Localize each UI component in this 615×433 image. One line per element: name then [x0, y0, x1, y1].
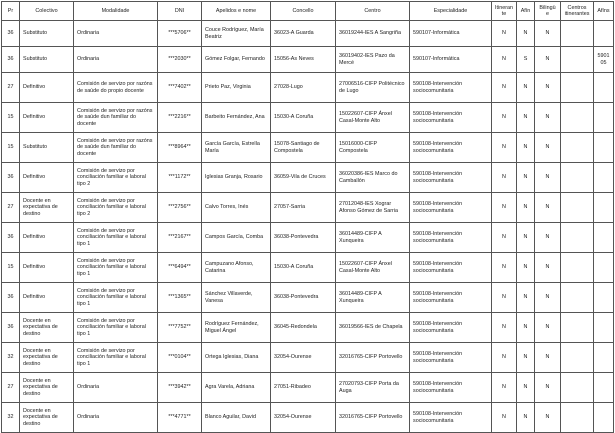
cell-afins — [594, 73, 614, 103]
cell-especialidade: 590108-Intervención sociocomunitaria — [410, 253, 492, 283]
cell-colectivo: Docente en expectativa de destino — [20, 373, 74, 403]
cell-centros-itinerantes — [561, 403, 594, 433]
cell-afin: N — [517, 21, 535, 47]
cell-afin: N — [517, 133, 535, 163]
cell-colectivo: Substituto — [20, 21, 74, 47]
cell-concello: 27057-Sarria — [271, 193, 336, 223]
cell-afins — [594, 133, 614, 163]
cell-afins — [594, 193, 614, 223]
cell-concello: 36023-A Guarda — [271, 21, 336, 47]
header-bilingue: Bilingüe — [535, 2, 561, 21]
cell-concello: 32054-Ourense — [271, 403, 336, 433]
cell-centros-itinerantes — [561, 373, 594, 403]
cell-dni: ***6494** — [158, 253, 202, 283]
cell-afins — [594, 21, 614, 47]
cell-pr: 27 — [2, 193, 20, 223]
cell-especialidade: 590108-Intervención sociocomunitaria — [410, 73, 492, 103]
cell-bilingue: N — [535, 223, 561, 253]
cell-itinerante: N — [492, 163, 517, 193]
cell-centros-itinerantes — [561, 223, 594, 253]
cell-especialidade: 590108-Intervención sociocomunitaria — [410, 373, 492, 403]
cell-modalidade: Comisión de servizo por conciliación familiar e laboral tipo 1 — [74, 253, 158, 283]
table-row — [2, 373, 614, 403]
cell-pr: 36 — [2, 47, 20, 73]
cell-apelidos-nome: Sánchez Villaverde, Vanesa — [202, 283, 271, 313]
cell-afins — [594, 313, 614, 343]
cell-centros-itinerantes — [561, 193, 594, 223]
cell-dni: ***0104** — [158, 343, 202, 373]
cell-afins — [594, 343, 614, 373]
cell-dni: ***2756** — [158, 193, 202, 223]
header-centros-itinerantes: Centros itinerantes — [561, 2, 594, 21]
cell-modalidade: Comisión de servizo por conciliación familiar e laboral tipo 1 — [74, 313, 158, 343]
cell-modalidade: Comisión de servizo por conciliación familiar e laboral tipo 1 — [74, 223, 158, 253]
cell-apelidos-nome: Rodríguez Fernández, Miguel Ángel — [202, 313, 271, 343]
cell-dni: ***8964** — [158, 133, 202, 163]
table-row — [2, 343, 614, 373]
cell-afins — [594, 163, 614, 193]
cell-modalidade: Comisión de servizo por razóns de saúde dun familiar do docente — [74, 133, 158, 163]
header-colectivo: Colectivo — [20, 2, 74, 21]
header-dni: DNI — [158, 2, 202, 21]
cell-bilingue: N — [535, 373, 561, 403]
table-row — [2, 103, 614, 133]
cell-dni: ***2167** — [158, 223, 202, 253]
cell-especialidade: 590108-Intervención sociocomunitaria — [410, 163, 492, 193]
cell-dni: ***5706** — [158, 21, 202, 47]
cell-concello: 36059-Vila de Cruces — [271, 163, 336, 193]
cell-colectivo: Definitivo — [20, 223, 74, 253]
cell-afins — [594, 103, 614, 133]
cell-afin: S — [517, 47, 535, 73]
cell-especialidade: 590108-Intervención sociocomunitaria — [410, 223, 492, 253]
cell-centro: 36019244-IES A Sangriña — [336, 21, 410, 47]
cell-itinerante: N — [492, 21, 517, 47]
cell-bilingue: N — [535, 253, 561, 283]
cell-dni: ***7752** — [158, 313, 202, 343]
cell-especialidade: 590108-Intervención sociocomunitaria — [410, 103, 492, 133]
cell-pr: 36 — [2, 163, 20, 193]
table-row — [2, 223, 614, 253]
cell-afin: N — [517, 163, 535, 193]
document-page — [1, 1, 614, 433]
cell-centros-itinerantes — [561, 283, 594, 313]
cell-centro: 36020386-IES Marco do Camballón — [336, 163, 410, 193]
cell-dni: ***2216** — [158, 103, 202, 133]
cell-centro: 32016765-CIFP Portovello — [336, 403, 410, 433]
header-itinerante: Itinerante — [492, 2, 517, 21]
cell-concello: 15056-As Neves — [271, 47, 336, 73]
header-modalidade: Modalidade — [74, 2, 158, 21]
cell-bilingue: N — [535, 133, 561, 163]
cell-apelidos-nome: Campuzano Afonso, Catarina — [202, 253, 271, 283]
cell-centro: 32016765-CIFP Portovello — [336, 343, 410, 373]
cell-especialidade: 590108-Intervención sociocomunitaria — [410, 313, 492, 343]
cell-colectivo: Docente en expectativa de destino — [20, 313, 74, 343]
cell-modalidade: Comisión de servizo por razóns de saúde dun familiar do docente — [74, 103, 158, 133]
cell-apelidos-nome: Prieto Paz, Virginia — [202, 73, 271, 103]
header-concello: Concello — [271, 2, 336, 21]
cell-itinerante: N — [492, 373, 517, 403]
cell-modalidade: Ordinaria — [74, 47, 158, 73]
cell-dni: ***7402** — [158, 73, 202, 103]
cell-concello: 15030-A Coruña — [271, 103, 336, 133]
cell-colectivo: Definitivo — [20, 73, 74, 103]
cell-especialidade: 590107-Informática — [410, 21, 492, 47]
cell-pr: 36 — [2, 283, 20, 313]
cell-itinerante: N — [492, 283, 517, 313]
cell-centros-itinerantes — [561, 163, 594, 193]
cell-concello: 27028-Lugo — [271, 73, 336, 103]
cell-afin: N — [517, 73, 535, 103]
cell-itinerante: N — [492, 223, 517, 253]
cell-afins — [594, 253, 614, 283]
cell-afin: N — [517, 403, 535, 433]
cell-apelidos-nome: Agra Varela, Adriana — [202, 373, 271, 403]
cell-dni: ***2030** — [158, 47, 202, 73]
cell-modalidade: Ordinaria — [74, 403, 158, 433]
table-row — [2, 403, 614, 433]
cell-dni: ***4771** — [158, 403, 202, 433]
cell-especialidade: 590108-Intervención sociocomunitaria — [410, 283, 492, 313]
cell-itinerante: N — [492, 47, 517, 73]
cell-centro: 15022607-CIFP Ánxel Casal-Monte Alto — [336, 103, 410, 133]
cell-bilingue: N — [535, 163, 561, 193]
header-row — [2, 2, 614, 21]
cell-concello: 36038-Pontevedra — [271, 223, 336, 253]
cell-especialidade: 590108-Intervención sociocomunitaria — [410, 133, 492, 163]
cell-afin: N — [517, 373, 535, 403]
cell-modalidade: Comisión de servizo por conciliación familiar e laboral tipo 1 — [74, 283, 158, 313]
table-row — [2, 21, 614, 47]
cell-afin: N — [517, 283, 535, 313]
cell-pr: 27 — [2, 373, 20, 403]
cell-bilingue: N — [535, 21, 561, 47]
cell-centro: 36019402-IES Pazo da Mercé — [336, 47, 410, 73]
cell-bilingue: N — [535, 47, 561, 73]
cell-concello: 15078-Santiago de Compostela — [271, 133, 336, 163]
cell-centros-itinerantes — [561, 343, 594, 373]
cell-apelidos-nome: Iglesias Granja, Rosario — [202, 163, 271, 193]
cell-apelidos-nome: García García, Estrella María — [202, 133, 271, 163]
cell-afins — [594, 223, 614, 253]
cell-afins — [594, 283, 614, 313]
header-apelidos-nome: Apelidos e nome — [202, 2, 271, 21]
cell-bilingue: N — [535, 73, 561, 103]
cell-afin: N — [517, 313, 535, 343]
cell-bilingue: N — [535, 313, 561, 343]
cell-pr: 32 — [2, 403, 20, 433]
cell-centro: 15016000-CIFP Compostela — [336, 133, 410, 163]
cell-colectivo: Substituto — [20, 133, 74, 163]
cell-concello: 36038-Pontevedra — [271, 283, 336, 313]
cell-pr: 15 — [2, 133, 20, 163]
cell-centro: 27012048-IES Xograr Afonso Gómez de Sarria — [336, 193, 410, 223]
assignments-table — [1, 1, 614, 433]
cell-afins — [594, 373, 614, 403]
cell-concello: 27051-Ribadeo — [271, 373, 336, 403]
cell-modalidade: Comisión de servizo por conciliación familiar e laboral tipo 2 — [74, 193, 158, 223]
header-afins: Afíns — [594, 2, 614, 21]
table-row — [2, 193, 614, 223]
table-row — [2, 313, 614, 343]
cell-itinerante: N — [492, 253, 517, 283]
cell-centros-itinerantes — [561, 313, 594, 343]
cell-modalidade: Ordinaria — [74, 373, 158, 403]
cell-itinerante: N — [492, 313, 517, 343]
cell-pr: 36 — [2, 223, 20, 253]
cell-especialidade: 590107-Informática — [410, 47, 492, 73]
cell-bilingue: N — [535, 103, 561, 133]
cell-apelidos-nome: Calvo Torres, Inés — [202, 193, 271, 223]
cell-itinerante: N — [492, 343, 517, 373]
cell-bilingue: N — [535, 403, 561, 433]
cell-apelidos-nome: Blanco Aguilar, David — [202, 403, 271, 433]
cell-afin: N — [517, 103, 535, 133]
cell-afins: 590105 — [594, 47, 614, 73]
header-especialidade: Especialidade — [410, 2, 492, 21]
cell-concello: 15030-A Coruña — [271, 253, 336, 283]
cell-apelidos-nome: Gómez Folgar, Fernando — [202, 47, 271, 73]
cell-concello: 36045-Redondela — [271, 313, 336, 343]
cell-afin: N — [517, 253, 535, 283]
cell-apelidos-nome: Campos García, Comba — [202, 223, 271, 253]
cell-modalidade: Comisión de servizo por conciliación familiar e laboral tipo 1 — [74, 343, 158, 373]
cell-apelidos-nome: Couce Rodríguez, María Beatriz — [202, 21, 271, 47]
cell-centros-itinerantes — [561, 73, 594, 103]
cell-pr: 36 — [2, 313, 20, 343]
table-row — [2, 253, 614, 283]
cell-pr: 27 — [2, 73, 20, 103]
cell-colectivo: Docente en expectativa de destino — [20, 193, 74, 223]
cell-centro: 15022607-CIFP Ánxel Casal-Monte Alto — [336, 253, 410, 283]
cell-pr: 32 — [2, 343, 20, 373]
cell-centros-itinerantes — [561, 133, 594, 163]
cell-bilingue: N — [535, 343, 561, 373]
cell-centro: 27020793-CIFP Porta da Auga — [336, 373, 410, 403]
cell-afins — [594, 403, 614, 433]
cell-centros-itinerantes — [561, 253, 594, 283]
cell-centro: 36014489-CIFP A Xunqueira — [336, 283, 410, 313]
table-row — [2, 283, 614, 313]
cell-apelidos-nome: Ortega Iglesias, Diana — [202, 343, 271, 373]
cell-colectivo: Docente en expectativa de destino — [20, 403, 74, 433]
cell-colectivo: Definitivo — [20, 103, 74, 133]
cell-modalidade: Comisión de servizo por razóns de saúde do propio docente — [74, 73, 158, 103]
cell-itinerante: N — [492, 73, 517, 103]
cell-centro: 36019566-IES de Chapela — [336, 313, 410, 343]
cell-afin: N — [517, 343, 535, 373]
table-row — [2, 73, 614, 103]
cell-bilingue: N — [535, 193, 561, 223]
cell-especialidade: 590108-Intervención sociocomunitaria — [410, 343, 492, 373]
cell-especialidade: 590108-Intervención sociocomunitaria — [410, 403, 492, 433]
cell-colectivo: Docente en expectativa de destino — [20, 343, 74, 373]
cell-centros-itinerantes — [561, 21, 594, 47]
cell-pr: 15 — [2, 103, 20, 133]
cell-pr: 36 — [2, 21, 20, 47]
cell-pr: 15 — [2, 253, 20, 283]
table-row — [2, 163, 614, 193]
cell-colectivo: Definitivo — [20, 163, 74, 193]
cell-dni: ***1365** — [158, 283, 202, 313]
cell-centro: 36014489-CIFP A Xunqueira — [336, 223, 410, 253]
cell-itinerante: N — [492, 193, 517, 223]
cell-especialidade: 590108-Intervención sociocomunitaria — [410, 193, 492, 223]
cell-colectivo: Definitivo — [20, 253, 74, 283]
cell-centro: 27006516-CIFP Politécnico de Lugo — [336, 73, 410, 103]
cell-dni: ***3942** — [158, 373, 202, 403]
cell-modalidade: Ordinaria — [74, 21, 158, 47]
cell-afin: N — [517, 193, 535, 223]
cell-afin: N — [517, 223, 535, 253]
cell-itinerante: N — [492, 133, 517, 163]
cell-itinerante: N — [492, 403, 517, 433]
table-row — [2, 47, 614, 73]
header-centro: Centro — [336, 2, 410, 21]
table-row — [2, 133, 614, 163]
header-afin: Afín — [517, 2, 535, 21]
cell-itinerante: N — [492, 103, 517, 133]
cell-modalidade: Comisión de servizo por conciliación familiar e laboral tipo 2 — [74, 163, 158, 193]
cell-dni: ***1172** — [158, 163, 202, 193]
cell-bilingue: N — [535, 283, 561, 313]
cell-colectivo: Definitivo — [20, 283, 74, 313]
header-pr: Pr — [2, 2, 20, 21]
cell-centros-itinerantes — [561, 103, 594, 133]
cell-apelidos-nome: Barbeito Fernández, Ana — [202, 103, 271, 133]
cell-concello: 32054-Ourense — [271, 343, 336, 373]
cell-colectivo: Substituto — [20, 47, 74, 73]
cell-centros-itinerantes — [561, 47, 594, 73]
